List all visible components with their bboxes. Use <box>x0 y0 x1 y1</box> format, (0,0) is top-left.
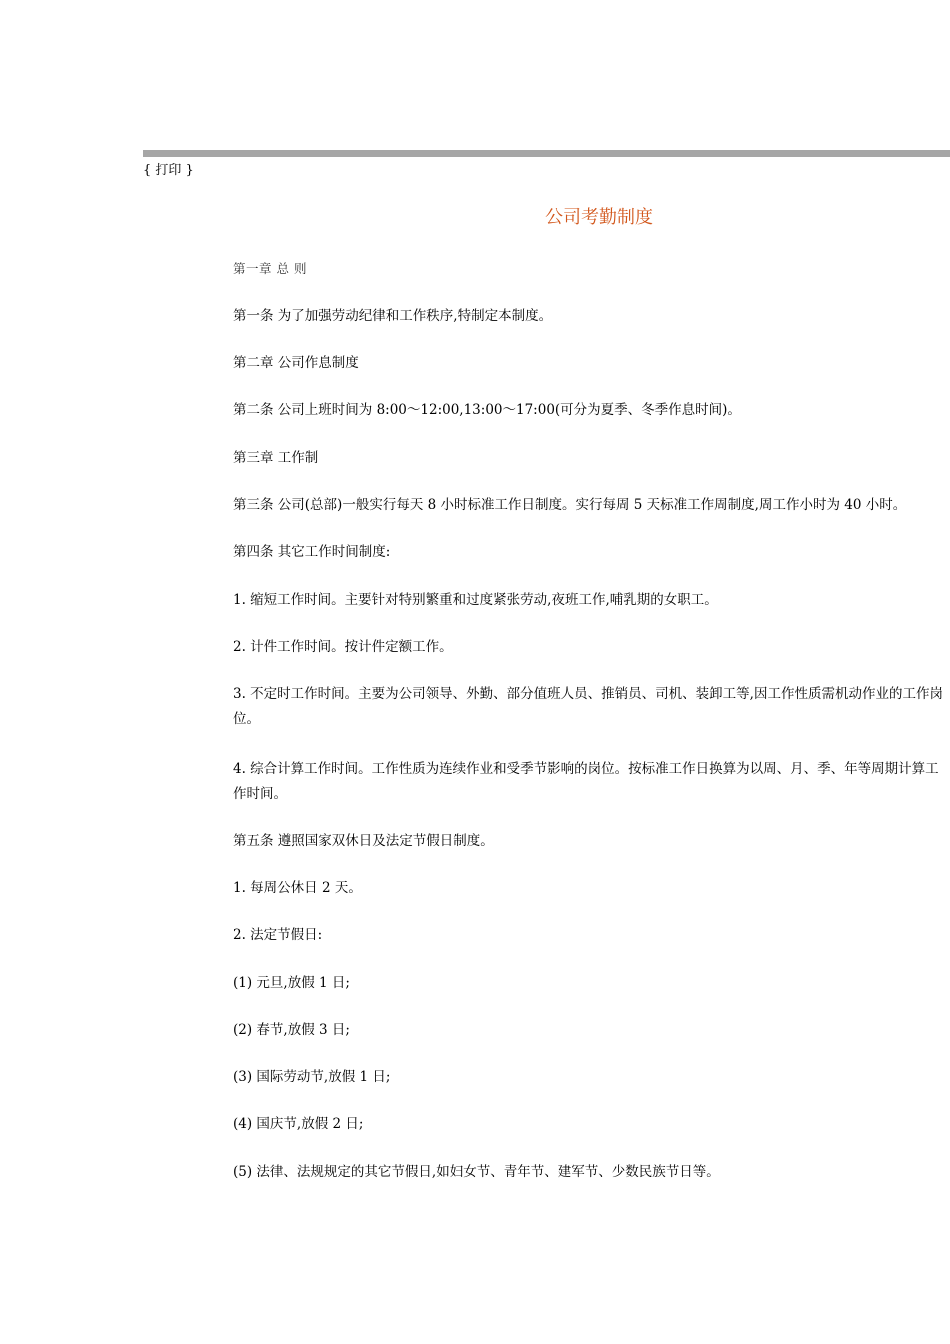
list-item: (2) 春节,放假 3 日; <box>233 1022 350 1038</box>
list-item: 2. 计件工作时间。按计件定额工作。 <box>233 639 453 655</box>
paragraph: 第二条 公司上班时间为 8:00～12:00,13:00～17:00(可分为夏季、冬季作息时间)。 <box>233 402 741 418</box>
chapter-heading: 第一章 总 则 <box>233 261 307 276</box>
list-item: 1. 每周公休日 2 天。 <box>233 880 362 896</box>
list-item: 1. 缩短工作时间。主要针对特别繁重和过度紧张劳动,夜班工作,哺乳期的女职工。 <box>233 592 718 608</box>
list-item: (5) 法律、法规规定的其它节假日,如妇女节、青年节、建军节、少数民族节日等。 <box>233 1164 720 1180</box>
top-divider <box>143 150 950 157</box>
list-item: (4) 国庆节,放假 2 日; <box>233 1116 364 1132</box>
document-title: 公司考勤制度 <box>545 207 653 228</box>
print-link[interactable]: { 打印 } <box>143 163 194 178</box>
list-item: (3) 国际劳动节,放假 1 日; <box>233 1069 391 1085</box>
paragraph: 第三条 公司(总部)一般实行每天 8 小时标准工作日制度。实行每周 5 天标准工作周制度,周工作小时为 40 小时。 <box>233 497 907 513</box>
list-item: 4. 综合计算工作时间。工作性质为连续作业和受季节影响的岗位。按标准工作日换算为以周、月、季、年等周期计算工作时间。 <box>233 761 939 802</box>
list-item: (1) 元旦,放假 1 日; <box>233 975 350 991</box>
paragraph: 第五条 遵照国家双休日及法定节假日制度。 <box>233 833 494 849</box>
list-item: 3. 不定时工作时间。主要为公司领导、外勤、部分值班人员、推销员、司机、装卸工等,因工作性质需机动作业的工作岗位。 <box>233 686 943 727</box>
list-item: 2. 法定节假日: <box>233 927 323 943</box>
paragraph: 第一条 为了加强劳动纪律和工作秩序,特制定本制度。 <box>233 308 553 324</box>
paragraph: 第四条 其它工作时间制度: <box>233 544 391 560</box>
chapter-heading: 第三章 工作制 <box>233 450 319 466</box>
chapter-heading: 第二章 公司作息制度 <box>233 355 359 371</box>
